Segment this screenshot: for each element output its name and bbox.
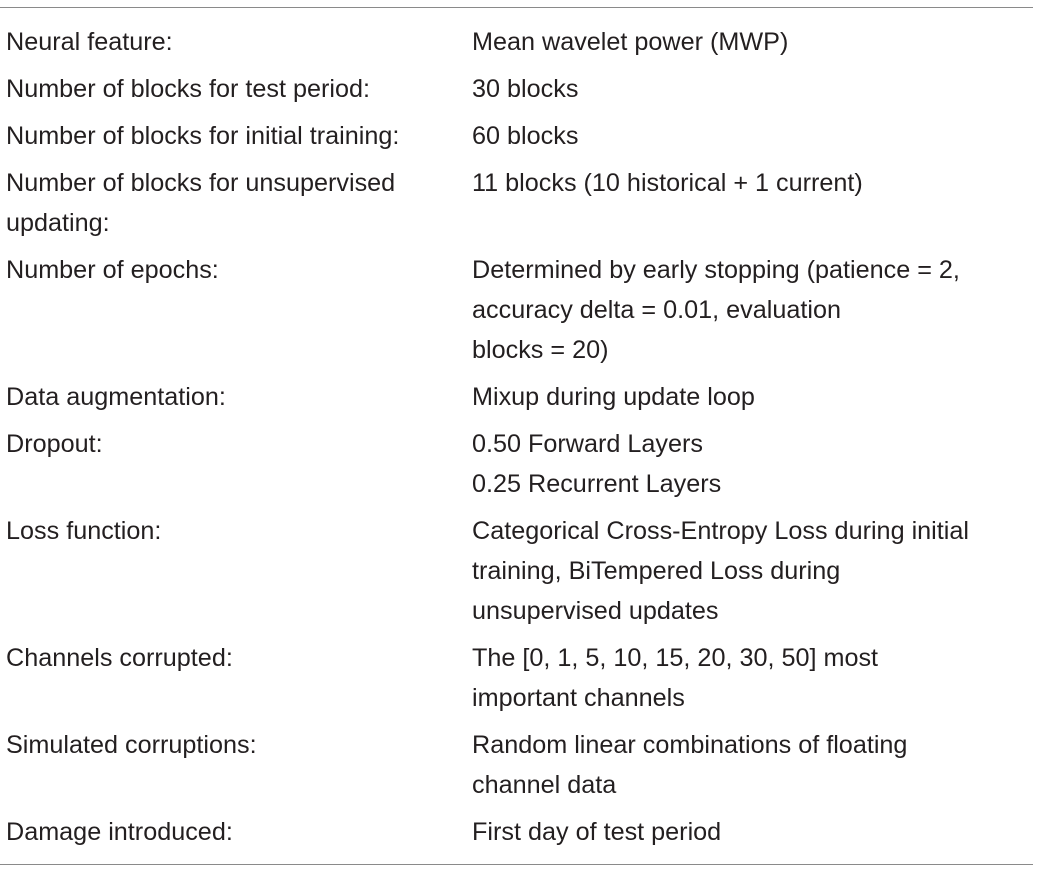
row-value-cell (472, 638, 1036, 725)
row-label-cell (0, 250, 472, 377)
table-row (0, 69, 1036, 116)
row-label-line: Number of epochs: (6, 256, 219, 284)
row-value-cell (472, 250, 1036, 377)
row-label-line: Number of blocks for unsupervised (6, 169, 396, 197)
row-value-line: 11 blocks (10 historical + 1 current) (472, 169, 863, 197)
parameter-table-grid (0, 22, 1036, 859)
row-value-line: Random linear combinations of floating (472, 731, 908, 759)
row-value-line: Categorical Cross-Entropy Loss during initial (472, 517, 969, 545)
row-label-line: Number of blocks for test period: (6, 75, 370, 103)
table-row (0, 424, 1036, 511)
row-value-cell (472, 163, 1036, 250)
row-value-cell (472, 424, 1036, 511)
row-label-cell (0, 377, 472, 424)
row-label-cell (0, 638, 472, 725)
table-row (0, 638, 1036, 725)
row-label-cell (0, 725, 472, 812)
row-label-line: Simulated corruptions: (6, 731, 257, 759)
row-label-cell (0, 511, 472, 638)
row-value-line: training, BiTempered Loss during (472, 557, 841, 585)
row-value-cell (472, 69, 1036, 116)
row-value-line: unsupervised updates (472, 597, 719, 625)
row-value-cell (472, 725, 1036, 812)
row-label-cell (0, 812, 472, 859)
row-value-line: 30 blocks (472, 75, 579, 103)
table-row (0, 22, 1036, 69)
row-value-cell (472, 511, 1036, 638)
table-row (0, 377, 1036, 424)
row-label-cell (0, 116, 472, 163)
row-value-line: accuracy delta = 0.01, evaluation (472, 296, 841, 324)
top-rule (0, 7, 1033, 8)
row-label-cell (0, 69, 472, 116)
row-value-line: 0.50 Forward Layers (472, 430, 703, 458)
row-value-line: Mixup during update loop (472, 383, 755, 411)
row-label-cell (0, 163, 472, 250)
row-label-line: updating: (6, 209, 110, 237)
row-value-line: 60 blocks (472, 122, 579, 150)
row-label-cell (0, 424, 472, 511)
row-value-cell (472, 812, 1036, 859)
row-label-line: Damage introduced: (6, 818, 233, 846)
table-row (0, 511, 1036, 638)
row-label-line: Dropout: (6, 430, 103, 458)
row-label-line: Data augmentation: (6, 383, 226, 411)
row-value-line: First day of test period (472, 818, 722, 846)
row-label-cell (0, 22, 472, 69)
row-value-line: Mean wavelet power (MWP) (472, 28, 789, 56)
row-label-line: Number of blocks for initial training: (6, 122, 400, 150)
row-value-line: 0.25 Recurrent Layers (472, 470, 722, 498)
row-label-line: Channels corrupted: (6, 644, 233, 672)
row-value-cell (472, 22, 1036, 69)
table-row (0, 812, 1036, 859)
bottom-rule (0, 864, 1033, 865)
table-body (0, 22, 1036, 859)
row-value-line: blocks = 20) (472, 336, 609, 364)
row-value-line: Determined by early stopping (patience = 2, (472, 256, 960, 284)
row-value-cell (472, 377, 1036, 424)
table-row (0, 116, 1036, 163)
row-value-line: channel data (472, 771, 617, 799)
table-row (0, 725, 1036, 812)
table-row (0, 250, 1036, 377)
row-label-line: Neural feature: (6, 28, 173, 56)
row-label-line: Loss function: (6, 517, 162, 545)
row-value-line: The [0, 1, 5, 10, 15, 20, 30, 50] most (472, 644, 879, 672)
row-value-cell (472, 116, 1036, 163)
row-value-line: important channels (472, 684, 685, 712)
table-row (0, 163, 1036, 250)
